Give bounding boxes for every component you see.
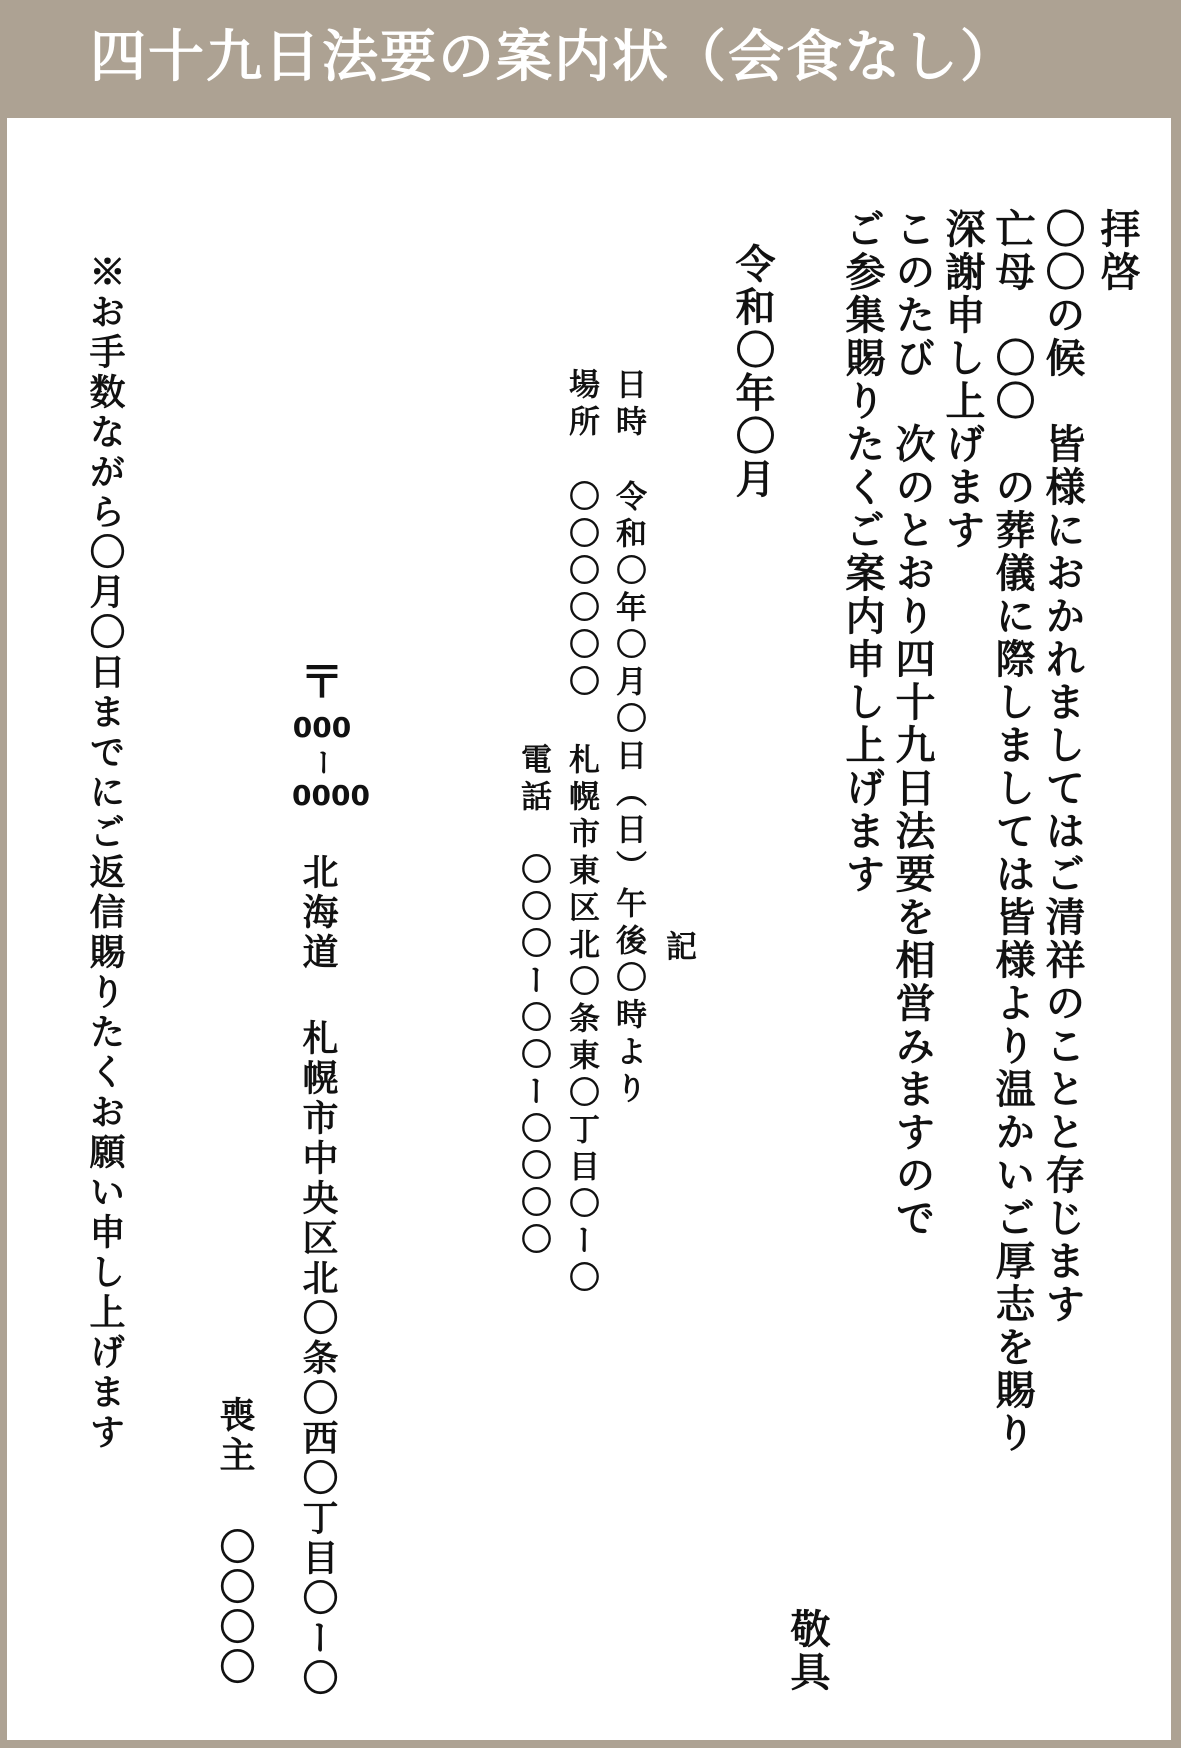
phone-label: 電話 [515, 743, 551, 817]
salutation: 拝啓 [1094, 208, 1141, 294]
letter-paper [7, 118, 1171, 1740]
postal-code-1: 000 [292, 711, 352, 744]
place-address: 札幌市東区北〇条東〇丁目〇ー〇 [563, 743, 599, 1298]
body-line-3: 深謝申し上げます [939, 208, 986, 552]
closing: 敬具 [784, 1608, 831, 1694]
place-name: 〇〇〇〇〇〇 [563, 480, 599, 702]
sender-role: 喪主 [214, 1396, 256, 1476]
sender-address: 北海道 札幌市中央区北〇条〇西〇丁目〇ー〇 [297, 853, 339, 1699]
postal-code-2: 0000 [292, 779, 370, 812]
body-line-2: 亡母 〇〇 の葬儀に際しましては皆様より温かいご厚志を賜り [989, 208, 1036, 1455]
body-line-1: 〇〇の候 皆様におかれましてはご清祥のことと存じます [1039, 208, 1086, 1326]
phone-value: 〇〇〇ー〇〇ー〇〇〇〇 [515, 853, 551, 1260]
reply-note: ※お手数ながら〇月〇日までにご返信賜りたくお願い申し上げます [84, 253, 126, 1453]
sender-name: 〇〇〇〇 [214, 1528, 256, 1688]
page-title: 四十九日法要の案内状（会食なし） [90, 25, 1018, 90]
title-banner [0, 0, 1181, 118]
datetime-label: 日時 [610, 368, 646, 442]
postal-mark: 〒 [300, 657, 344, 708]
details-heading: 記 [660, 930, 696, 967]
body-line-5: ご参集賜りたくご案内申し上げます [839, 208, 886, 896]
postal-block [292, 657, 370, 816]
place-label: 場所 [563, 368, 599, 442]
datetime-value: 令和〇年〇月〇日（日）午後〇時より [610, 480, 646, 1109]
postal-dash: ー [306, 748, 339, 776]
body-line-4: このたび 次のとおり四十九日法要を相営みますので [889, 208, 936, 1240]
letter-date: 令和〇年〇月 [729, 243, 776, 501]
